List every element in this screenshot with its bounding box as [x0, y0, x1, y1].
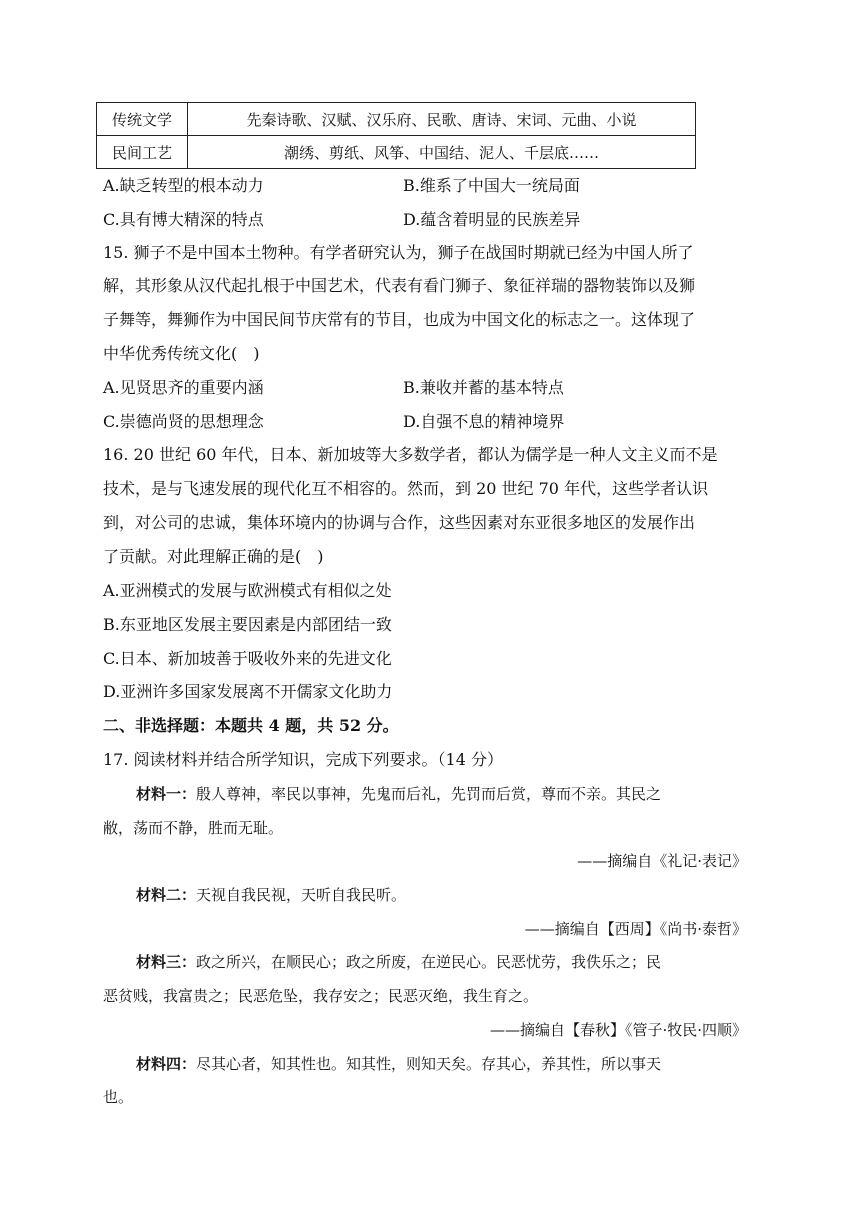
material-3-line-1 — [136, 952, 661, 972]
table-row — [97, 103, 696, 136]
material-4-line-1 — [136, 1054, 661, 1074]
q16-stem-line-2: 技术，是与飞速发展的现代化互不相容的。然而，到 20 世纪 70 年代，这些学者认识 — [103, 479, 709, 498]
material-text: 尽其心者，知其性也。知其性，则知天矣。存其心，养其性，所以事天 — [196, 1055, 662, 1073]
q15-stem-line-3: 子舞等，舞狮作为中国民间节庆常有的节目，也成为中国文化的标志之一。这体现了 — [103, 310, 696, 329]
q16-stem-line-1: 16. 20 世纪 60 年代，日本、新加坡等大多数学者，都认为儒学是一种人文主义而不是 — [103, 445, 718, 464]
material-label: 材料三： — [136, 953, 197, 971]
q15-option-c: C.崇德尚贤的思想理念 — [103, 412, 264, 431]
q16-stem-line-4: 了贡献。对此理解正确的是( ) — [103, 547, 324, 566]
q16-option-c: C.日本、新加坡善于吸收外来的先进文化 — [103, 649, 392, 668]
material-label: 材料二： — [136, 886, 197, 904]
material-1-line-1 — [136, 784, 661, 804]
q15-stem-line-1: 15. 狮子不是中国本土物种。有学者研究认为，狮子在战国时期就已经为中国人所了 — [103, 243, 694, 262]
q15-option-d: D.自强不息的精神境界 — [403, 412, 565, 431]
q14-option-d: D.蕴含着明显的民族差异 — [403, 210, 581, 229]
table-row — [97, 136, 696, 169]
q16-option-d: D.亚洲许多国家发展离不开儒家文化助力 — [103, 682, 393, 701]
material-label: 材料四： — [136, 1055, 197, 1073]
material-1-source: ——摘编自《礼记·表记》 — [577, 852, 747, 870]
q15-option-b: B.兼收并蓄的基本特点 — [403, 378, 564, 397]
material-text: 政之所兴，在顺民心；政之所废，在逆民心。民恶忧劳，我佚乐之；民 — [196, 953, 662, 971]
material-text: 天视自我民视，天听自我民听。 — [196, 886, 407, 904]
q14-option-c: C.具有博大精深的特点 — [103, 210, 264, 229]
material-2-source: ——摘编自【西周】《尚书·泰哲》 — [524, 920, 747, 938]
table-cell-category: 民间工艺 — [97, 136, 188, 169]
material-4-line-2: 也。 — [103, 1088, 134, 1106]
q16-stem-line-3: 到，对公司的忠诚，集体环境内的协调与合作，这些因素对东亚很多地区的发展作出 — [103, 513, 696, 532]
material-text: 殷人尊神，率民以事神，先鬼而后礼，先罚而后赏，尊而不亲。其民之 — [196, 785, 662, 803]
table-cell-category: 传统文学 — [97, 103, 188, 136]
q14-option-b: B.维系了中国大一统局面 — [403, 176, 580, 195]
material-label: 材料一： — [136, 785, 197, 803]
q15-option-a: A.见贤思齐的重要内涵 — [103, 378, 264, 397]
q14-option-a: A.缺乏转型的根本动力 — [103, 176, 264, 195]
q16-option-a: A.亚洲模式的发展与欧洲模式有相似之处 — [103, 581, 392, 600]
q17-stem: 17. 阅读材料并结合所学知识，完成下列要求。（14 分） — [103, 750, 503, 769]
culture-table — [96, 102, 696, 169]
q15-stem-line-2: 解，其形象从汉代起扎根于中国艺术，代表有看门狮子、象征祥瑞的器物装饰以及狮 — [103, 276, 696, 295]
section-heading: 二、非选择题：本题共 4 题，共 52 分。 — [103, 716, 399, 735]
table-cell-content: 潮绣、剪纸、风筝、中国结、泥人、千层底…… — [188, 136, 696, 169]
q15-stem-line-4: 中华优秀传统文化( ) — [103, 344, 260, 363]
material-1-line-2: 敝，荡而不静，胜而无耻。 — [103, 819, 284, 837]
material-3-source: ——摘编自【春秋】《管子·牧民·四顺》 — [489, 1021, 747, 1039]
material-3-line-2: 恶贫贱，我富贵之；民恶危坠，我存安之；民恶灭绝，我生育之。 — [103, 987, 539, 1005]
q16-option-b: B.东亚地区发展主要因素是内部团结一致 — [103, 615, 392, 634]
table-cell-content: 先秦诗歌、汉赋、汉乐府、民歌、唐诗、宋词、元曲、小说 — [188, 103, 696, 136]
material-2-line-1 — [136, 885, 406, 905]
